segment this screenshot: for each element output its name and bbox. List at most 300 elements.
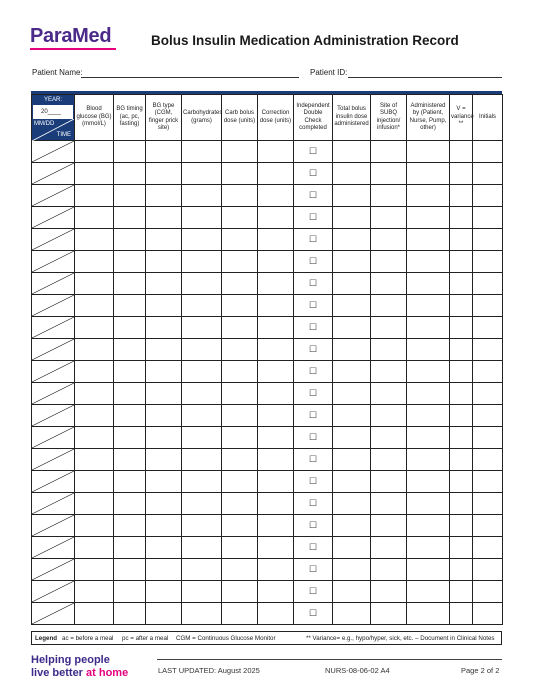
entry-cell[interactable] — [114, 515, 146, 537]
entry-cell[interactable] — [114, 251, 146, 273]
entry-cell[interactable] — [114, 493, 146, 515]
entry-cell[interactable] — [75, 141, 114, 163]
entry-cell[interactable] — [182, 273, 222, 295]
entry-cell[interactable] — [146, 229, 182, 251]
entry-cell[interactable] — [75, 339, 114, 361]
entry-cell[interactable] — [114, 427, 146, 449]
entry-cell[interactable] — [182, 339, 222, 361]
entry-cell[interactable] — [258, 317, 294, 339]
entry-cell[interactable] — [182, 185, 222, 207]
entry-cell[interactable] — [75, 515, 114, 537]
date-time-cell[interactable] — [32, 295, 75, 317]
entry-cell[interactable] — [371, 603, 407, 625]
entry-cell[interactable] — [75, 207, 114, 229]
date-time-cell[interactable] — [32, 581, 75, 603]
double-check-checkbox[interactable]: ☐ — [294, 383, 333, 405]
double-check-checkbox[interactable]: ☐ — [294, 427, 333, 449]
date-diagonal — [32, 405, 74, 426]
entry-cell[interactable] — [75, 537, 114, 559]
entry-cell[interactable] — [473, 515, 503, 537]
table-row — [32, 581, 503, 603]
entry-cell[interactable] — [407, 537, 450, 559]
entry-cell[interactable] — [258, 163, 294, 185]
entry-cell[interactable] — [222, 141, 258, 163]
entry-cell[interactable] — [407, 515, 450, 537]
entry-cell[interactable] — [114, 185, 146, 207]
entry-cell[interactable] — [450, 427, 473, 449]
entry-cell[interactable] — [114, 559, 146, 581]
entry-cell[interactable] — [473, 229, 503, 251]
entry-cell[interactable] — [407, 185, 450, 207]
entry-cell[interactable] — [407, 163, 450, 185]
entry-cell[interactable] — [182, 383, 222, 405]
document-title: Bolus Insulin Medication Administration Record — [151, 33, 459, 48]
entry-cell[interactable] — [182, 317, 222, 339]
entry-cell[interactable] — [182, 427, 222, 449]
entry-cell[interactable] — [473, 427, 503, 449]
entry-cell[interactable] — [146, 251, 182, 273]
entry-cell[interactable] — [333, 405, 371, 427]
entry-cell[interactable] — [146, 163, 182, 185]
entry-cell[interactable] — [473, 537, 503, 559]
entry-cell[interactable] — [182, 207, 222, 229]
entry-cell[interactable] — [258, 185, 294, 207]
entry-cell[interactable] — [371, 537, 407, 559]
entry-cell[interactable] — [75, 427, 114, 449]
entry-cell[interactable] — [407, 427, 450, 449]
entry-cell[interactable] — [450, 251, 473, 273]
entry-cell[interactable] — [371, 427, 407, 449]
entry-cell[interactable] — [333, 471, 371, 493]
entry-cell[interactable] — [473, 449, 503, 471]
entry-cell[interactable] — [222, 383, 258, 405]
double-check-checkbox[interactable]: ☐ — [294, 361, 333, 383]
entry-cell[interactable] — [473, 185, 503, 207]
entry-cell[interactable] — [222, 581, 258, 603]
entry-cell[interactable] — [114, 339, 146, 361]
entry-cell[interactable] — [146, 317, 182, 339]
date-time-cell[interactable] — [32, 559, 75, 581]
entry-cell[interactable] — [75, 603, 114, 625]
entry-cell[interactable] — [371, 581, 407, 603]
double-check-checkbox[interactable]: ☐ — [294, 251, 333, 273]
entry-cell[interactable] — [222, 361, 258, 383]
entry-cell[interactable] — [114, 207, 146, 229]
entry-cell[interactable] — [258, 559, 294, 581]
entry-cell[interactable] — [114, 537, 146, 559]
entry-cell[interactable] — [371, 361, 407, 383]
entry-cell[interactable] — [222, 471, 258, 493]
entry-cell[interactable] — [182, 405, 222, 427]
entry-cell[interactable] — [258, 471, 294, 493]
entry-cell[interactable] — [258, 251, 294, 273]
entry-cell[interactable] — [222, 427, 258, 449]
entry-cell[interactable] — [407, 493, 450, 515]
entry-cell[interactable] — [407, 273, 450, 295]
entry-cell[interactable] — [333, 273, 371, 295]
year-field[interactable]: 20____ — [33, 105, 73, 119]
entry-cell[interactable] — [258, 229, 294, 251]
entry-cell[interactable] — [371, 185, 407, 207]
double-check-checkbox[interactable]: ☐ — [294, 537, 333, 559]
entry-cell[interactable] — [146, 603, 182, 625]
entry-cell[interactable] — [146, 449, 182, 471]
entry-cell[interactable] — [222, 163, 258, 185]
entry-cell[interactable] — [146, 141, 182, 163]
entry-cell[interactable] — [146, 361, 182, 383]
entry-cell[interactable] — [473, 163, 503, 185]
entry-cell[interactable] — [371, 229, 407, 251]
entry-cell[interactable] — [407, 141, 450, 163]
double-check-checkbox[interactable]: ☐ — [294, 405, 333, 427]
entry-cell[interactable] — [333, 449, 371, 471]
entry-cell[interactable] — [371, 339, 407, 361]
date-time-cell[interactable] — [32, 471, 75, 493]
entry-cell[interactable] — [473, 361, 503, 383]
entry-cell[interactable] — [450, 207, 473, 229]
entry-cell[interactable] — [450, 273, 473, 295]
entry-cell[interactable] — [222, 537, 258, 559]
entry-cell[interactable] — [407, 295, 450, 317]
entry-cell[interactable] — [146, 493, 182, 515]
entry-cell[interactable] — [114, 141, 146, 163]
entry-cell[interactable] — [182, 163, 222, 185]
entry-cell[interactable] — [473, 383, 503, 405]
entry-cell[interactable] — [75, 163, 114, 185]
entry-cell[interactable] — [371, 207, 407, 229]
entry-cell[interactable] — [407, 229, 450, 251]
date-time-cell[interactable] — [32, 537, 75, 559]
entry-cell[interactable] — [146, 207, 182, 229]
entry-cell[interactable] — [371, 317, 407, 339]
date-time-cell[interactable] — [32, 229, 75, 251]
entry-cell[interactable] — [371, 493, 407, 515]
entry-cell[interactable] — [473, 273, 503, 295]
entry-cell[interactable] — [450, 295, 473, 317]
entry-cell[interactable] — [258, 361, 294, 383]
entry-cell[interactable] — [371, 251, 407, 273]
table-row — [32, 273, 503, 295]
entry-cell[interactable] — [114, 449, 146, 471]
entry-cell[interactable] — [333, 295, 371, 317]
entry-cell[interactable] — [407, 383, 450, 405]
double-check-checkbox[interactable]: ☐ — [294, 515, 333, 537]
entry-cell[interactable] — [258, 141, 294, 163]
entry-cell[interactable] — [75, 185, 114, 207]
entry-cell[interactable] — [182, 141, 222, 163]
double-check-checkbox[interactable]: ☐ — [294, 317, 333, 339]
entry-cell[interactable] — [333, 515, 371, 537]
entry-cell[interactable] — [146, 185, 182, 207]
entry-cell[interactable] — [222, 207, 258, 229]
double-check-checkbox[interactable]: ☐ — [294, 273, 333, 295]
date-time-cell[interactable] — [32, 339, 75, 361]
entry-cell[interactable] — [114, 471, 146, 493]
entry-cell[interactable] — [75, 471, 114, 493]
entry-cell[interactable] — [114, 603, 146, 625]
entry-cell[interactable] — [258, 493, 294, 515]
entry-cell[interactable] — [146, 383, 182, 405]
entry-cell[interactable] — [450, 493, 473, 515]
entry-cell[interactable] — [222, 185, 258, 207]
entry-cell[interactable] — [222, 493, 258, 515]
col-total-bolus: Total bolus insulin dose administered — [333, 95, 371, 141]
entry-cell[interactable] — [75, 361, 114, 383]
entry-cell[interactable] — [473, 405, 503, 427]
entry-cell[interactable] — [371, 515, 407, 537]
entry-cell[interactable] — [258, 295, 294, 317]
entry-cell[interactable] — [333, 383, 371, 405]
patient-name-label: Patient Name: — [32, 68, 83, 77]
entry-cell[interactable] — [371, 383, 407, 405]
entry-cell[interactable] — [371, 471, 407, 493]
entry-cell[interactable] — [450, 339, 473, 361]
date-time-cell[interactable] — [32, 603, 75, 625]
entry-cell[interactable] — [258, 207, 294, 229]
entry-cell[interactable] — [114, 361, 146, 383]
entry-cell[interactable] — [114, 163, 146, 185]
entry-cell[interactable] — [182, 559, 222, 581]
entry-cell[interactable] — [258, 603, 294, 625]
entry-cell[interactable] — [75, 383, 114, 405]
entry-cell[interactable] — [182, 515, 222, 537]
entry-cell[interactable] — [114, 405, 146, 427]
entry-cell[interactable] — [182, 251, 222, 273]
entry-cell[interactable] — [473, 603, 503, 625]
document-code: NURS-08-06-02 A4 — [325, 666, 390, 675]
entry-cell[interactable] — [473, 207, 503, 229]
double-check-checkbox[interactable]: ☐ — [294, 581, 333, 603]
entry-cell[interactable] — [407, 603, 450, 625]
entry-cell[interactable] — [450, 449, 473, 471]
entry-cell[interactable] — [407, 471, 450, 493]
entry-cell[interactable] — [258, 273, 294, 295]
date-time-cell[interactable] — [32, 317, 75, 339]
entry-cell[interactable] — [182, 229, 222, 251]
double-check-checkbox[interactable]: ☐ — [294, 163, 333, 185]
entry-cell[interactable] — [182, 537, 222, 559]
entry-cell[interactable] — [333, 141, 371, 163]
double-check-checkbox[interactable]: ☐ — [294, 493, 333, 515]
entry-cell[interactable] — [473, 339, 503, 361]
patient-id-field[interactable] — [348, 77, 502, 78]
entry-cell[interactable] — [258, 339, 294, 361]
entry-cell[interactable] — [222, 229, 258, 251]
entry-cell[interactable] — [146, 405, 182, 427]
entry-cell[interactable] — [407, 581, 450, 603]
double-check-checkbox[interactable]: ☐ — [294, 449, 333, 471]
entry-cell[interactable] — [182, 581, 222, 603]
entry-cell[interactable] — [450, 559, 473, 581]
entry-cell[interactable] — [222, 559, 258, 581]
entry-cell[interactable] — [450, 229, 473, 251]
date-time-cell[interactable] — [32, 427, 75, 449]
entry-cell[interactable] — [182, 295, 222, 317]
entry-cell[interactable] — [333, 537, 371, 559]
entry-cell[interactable] — [407, 207, 450, 229]
date-time-cell[interactable] — [32, 405, 75, 427]
entry-cell[interactable] — [333, 251, 371, 273]
entry-cell[interactable] — [146, 471, 182, 493]
entry-cell[interactable] — [75, 295, 114, 317]
entry-cell[interactable] — [222, 251, 258, 273]
entry-cell[interactable] — [222, 603, 258, 625]
entry-cell[interactable] — [473, 317, 503, 339]
entry-cell[interactable] — [473, 251, 503, 273]
entry-cell[interactable] — [222, 515, 258, 537]
entry-cell[interactable] — [75, 449, 114, 471]
col-carb-bolus-dose: Carb bolus dose (units) — [222, 95, 258, 141]
entry-cell[interactable] — [333, 185, 371, 207]
entry-cell[interactable] — [114, 273, 146, 295]
entry-cell[interactable] — [182, 361, 222, 383]
entry-cell[interactable] — [333, 559, 371, 581]
entry-cell[interactable] — [258, 383, 294, 405]
double-check-checkbox[interactable]: ☐ — [294, 471, 333, 493]
entry-cell[interactable] — [182, 471, 222, 493]
entry-cell[interactable] — [473, 295, 503, 317]
entry-cell[interactable] — [407, 449, 450, 471]
entry-cell[interactable] — [450, 471, 473, 493]
entry-cell[interactable] — [114, 383, 146, 405]
date-time-cell[interactable] — [32, 163, 75, 185]
double-check-checkbox[interactable]: ☐ — [294, 207, 333, 229]
entry-cell[interactable] — [450, 515, 473, 537]
entry-cell[interactable] — [222, 449, 258, 471]
date-time-cell[interactable] — [32, 273, 75, 295]
entry-cell[interactable] — [222, 295, 258, 317]
entry-cell[interactable] — [258, 449, 294, 471]
patient-name-field[interactable] — [81, 77, 299, 78]
entry-cell[interactable] — [333, 603, 371, 625]
entry-cell[interactable] — [450, 603, 473, 625]
entry-cell[interactable] — [333, 317, 371, 339]
entry-cell[interactable] — [450, 405, 473, 427]
entry-cell[interactable] — [75, 317, 114, 339]
entry-cell[interactable] — [258, 581, 294, 603]
entry-cell[interactable] — [371, 559, 407, 581]
entry-cell[interactable] — [371, 295, 407, 317]
entry-cell[interactable] — [146, 295, 182, 317]
entry-cell[interactable] — [473, 559, 503, 581]
entry-cell[interactable] — [114, 229, 146, 251]
entry-cell[interactable] — [407, 361, 450, 383]
entry-cell[interactable] — [146, 515, 182, 537]
entry-cell[interactable] — [407, 559, 450, 581]
entry-cell[interactable] — [258, 537, 294, 559]
entry-cell[interactable] — [258, 427, 294, 449]
date-time-cell[interactable] — [32, 141, 75, 163]
entry-cell[interactable] — [473, 471, 503, 493]
entry-cell[interactable] — [114, 295, 146, 317]
entry-cell[interactable] — [407, 317, 450, 339]
entry-cell[interactable] — [333, 163, 371, 185]
entry-cell[interactable] — [114, 581, 146, 603]
entry-cell[interactable] — [75, 493, 114, 515]
entry-cell[interactable] — [450, 361, 473, 383]
double-check-checkbox[interactable]: ☐ — [294, 185, 333, 207]
entry-cell[interactable] — [333, 229, 371, 251]
entry-cell[interactable] — [146, 537, 182, 559]
header-row — [32, 95, 503, 141]
entry-cell[interactable] — [450, 581, 473, 603]
entry-cell[interactable] — [473, 581, 503, 603]
entry-cell[interactable] — [407, 339, 450, 361]
entry-cell[interactable] — [407, 251, 450, 273]
entry-cell[interactable] — [333, 339, 371, 361]
entry-cell[interactable] — [222, 405, 258, 427]
date-time-cell[interactable] — [32, 207, 75, 229]
entry-cell[interactable] — [75, 229, 114, 251]
entry-cell[interactable] — [333, 207, 371, 229]
entry-cell[interactable] — [450, 163, 473, 185]
entry-cell[interactable] — [333, 427, 371, 449]
entry-cell[interactable] — [371, 163, 407, 185]
entry-cell[interactable] — [75, 559, 114, 581]
entry-cell[interactable] — [473, 493, 503, 515]
entry-cell[interactable] — [75, 581, 114, 603]
entry-cell[interactable] — [114, 317, 146, 339]
entry-cell[interactable] — [333, 493, 371, 515]
double-check-checkbox[interactable]: ☐ — [294, 141, 333, 163]
entry-cell[interactable] — [473, 141, 503, 163]
entry-cell[interactable] — [222, 317, 258, 339]
entry-cell[interactable] — [182, 493, 222, 515]
entry-cell[interactable] — [333, 581, 371, 603]
entry-cell[interactable] — [222, 273, 258, 295]
double-check-checkbox[interactable]: ☐ — [294, 339, 333, 361]
entry-cell[interactable] — [450, 141, 473, 163]
entry-cell[interactable] — [450, 185, 473, 207]
date-time-cell[interactable] — [32, 515, 75, 537]
double-check-checkbox[interactable]: ☐ — [294, 559, 333, 581]
last-updated: LAST UPDATED: August 2025 — [158, 666, 260, 675]
entry-cell[interactable] — [182, 449, 222, 471]
entry-cell[interactable] — [371, 273, 407, 295]
entry-cell[interactable] — [146, 427, 182, 449]
entry-cell[interactable] — [450, 317, 473, 339]
entry-cell[interactable] — [146, 339, 182, 361]
entry-cell[interactable] — [75, 405, 114, 427]
date-time-cell[interactable] — [32, 361, 75, 383]
date-diagonal — [32, 471, 74, 492]
entry-cell[interactable] — [75, 251, 114, 273]
entry-cell[interactable] — [333, 361, 371, 383]
entry-cell[interactable] — [146, 273, 182, 295]
date-time-cell[interactable] — [32, 251, 75, 273]
entry-cell[interactable] — [222, 339, 258, 361]
double-check-checkbox[interactable]: ☐ — [294, 295, 333, 317]
date-time-cell[interactable] — [32, 449, 75, 471]
entry-cell[interactable] — [407, 405, 450, 427]
date-time-cell[interactable] — [32, 185, 75, 207]
entry-cell[interactable] — [75, 273, 114, 295]
date-time-cell[interactable] — [32, 493, 75, 515]
entry-cell[interactable] — [371, 449, 407, 471]
date-time-cell[interactable] — [32, 383, 75, 405]
entry-cell[interactable] — [450, 537, 473, 559]
double-check-checkbox[interactable]: ☐ — [294, 603, 333, 625]
entry-cell[interactable] — [450, 383, 473, 405]
entry-cell[interactable] — [146, 581, 182, 603]
entry-cell[interactable] — [371, 141, 407, 163]
entry-cell[interactable] — [371, 405, 407, 427]
entry-cell[interactable] — [182, 603, 222, 625]
entry-cell[interactable] — [146, 559, 182, 581]
entry-cell[interactable] — [258, 515, 294, 537]
entry-cell[interactable] — [258, 405, 294, 427]
double-check-checkbox[interactable]: ☐ — [294, 229, 333, 251]
